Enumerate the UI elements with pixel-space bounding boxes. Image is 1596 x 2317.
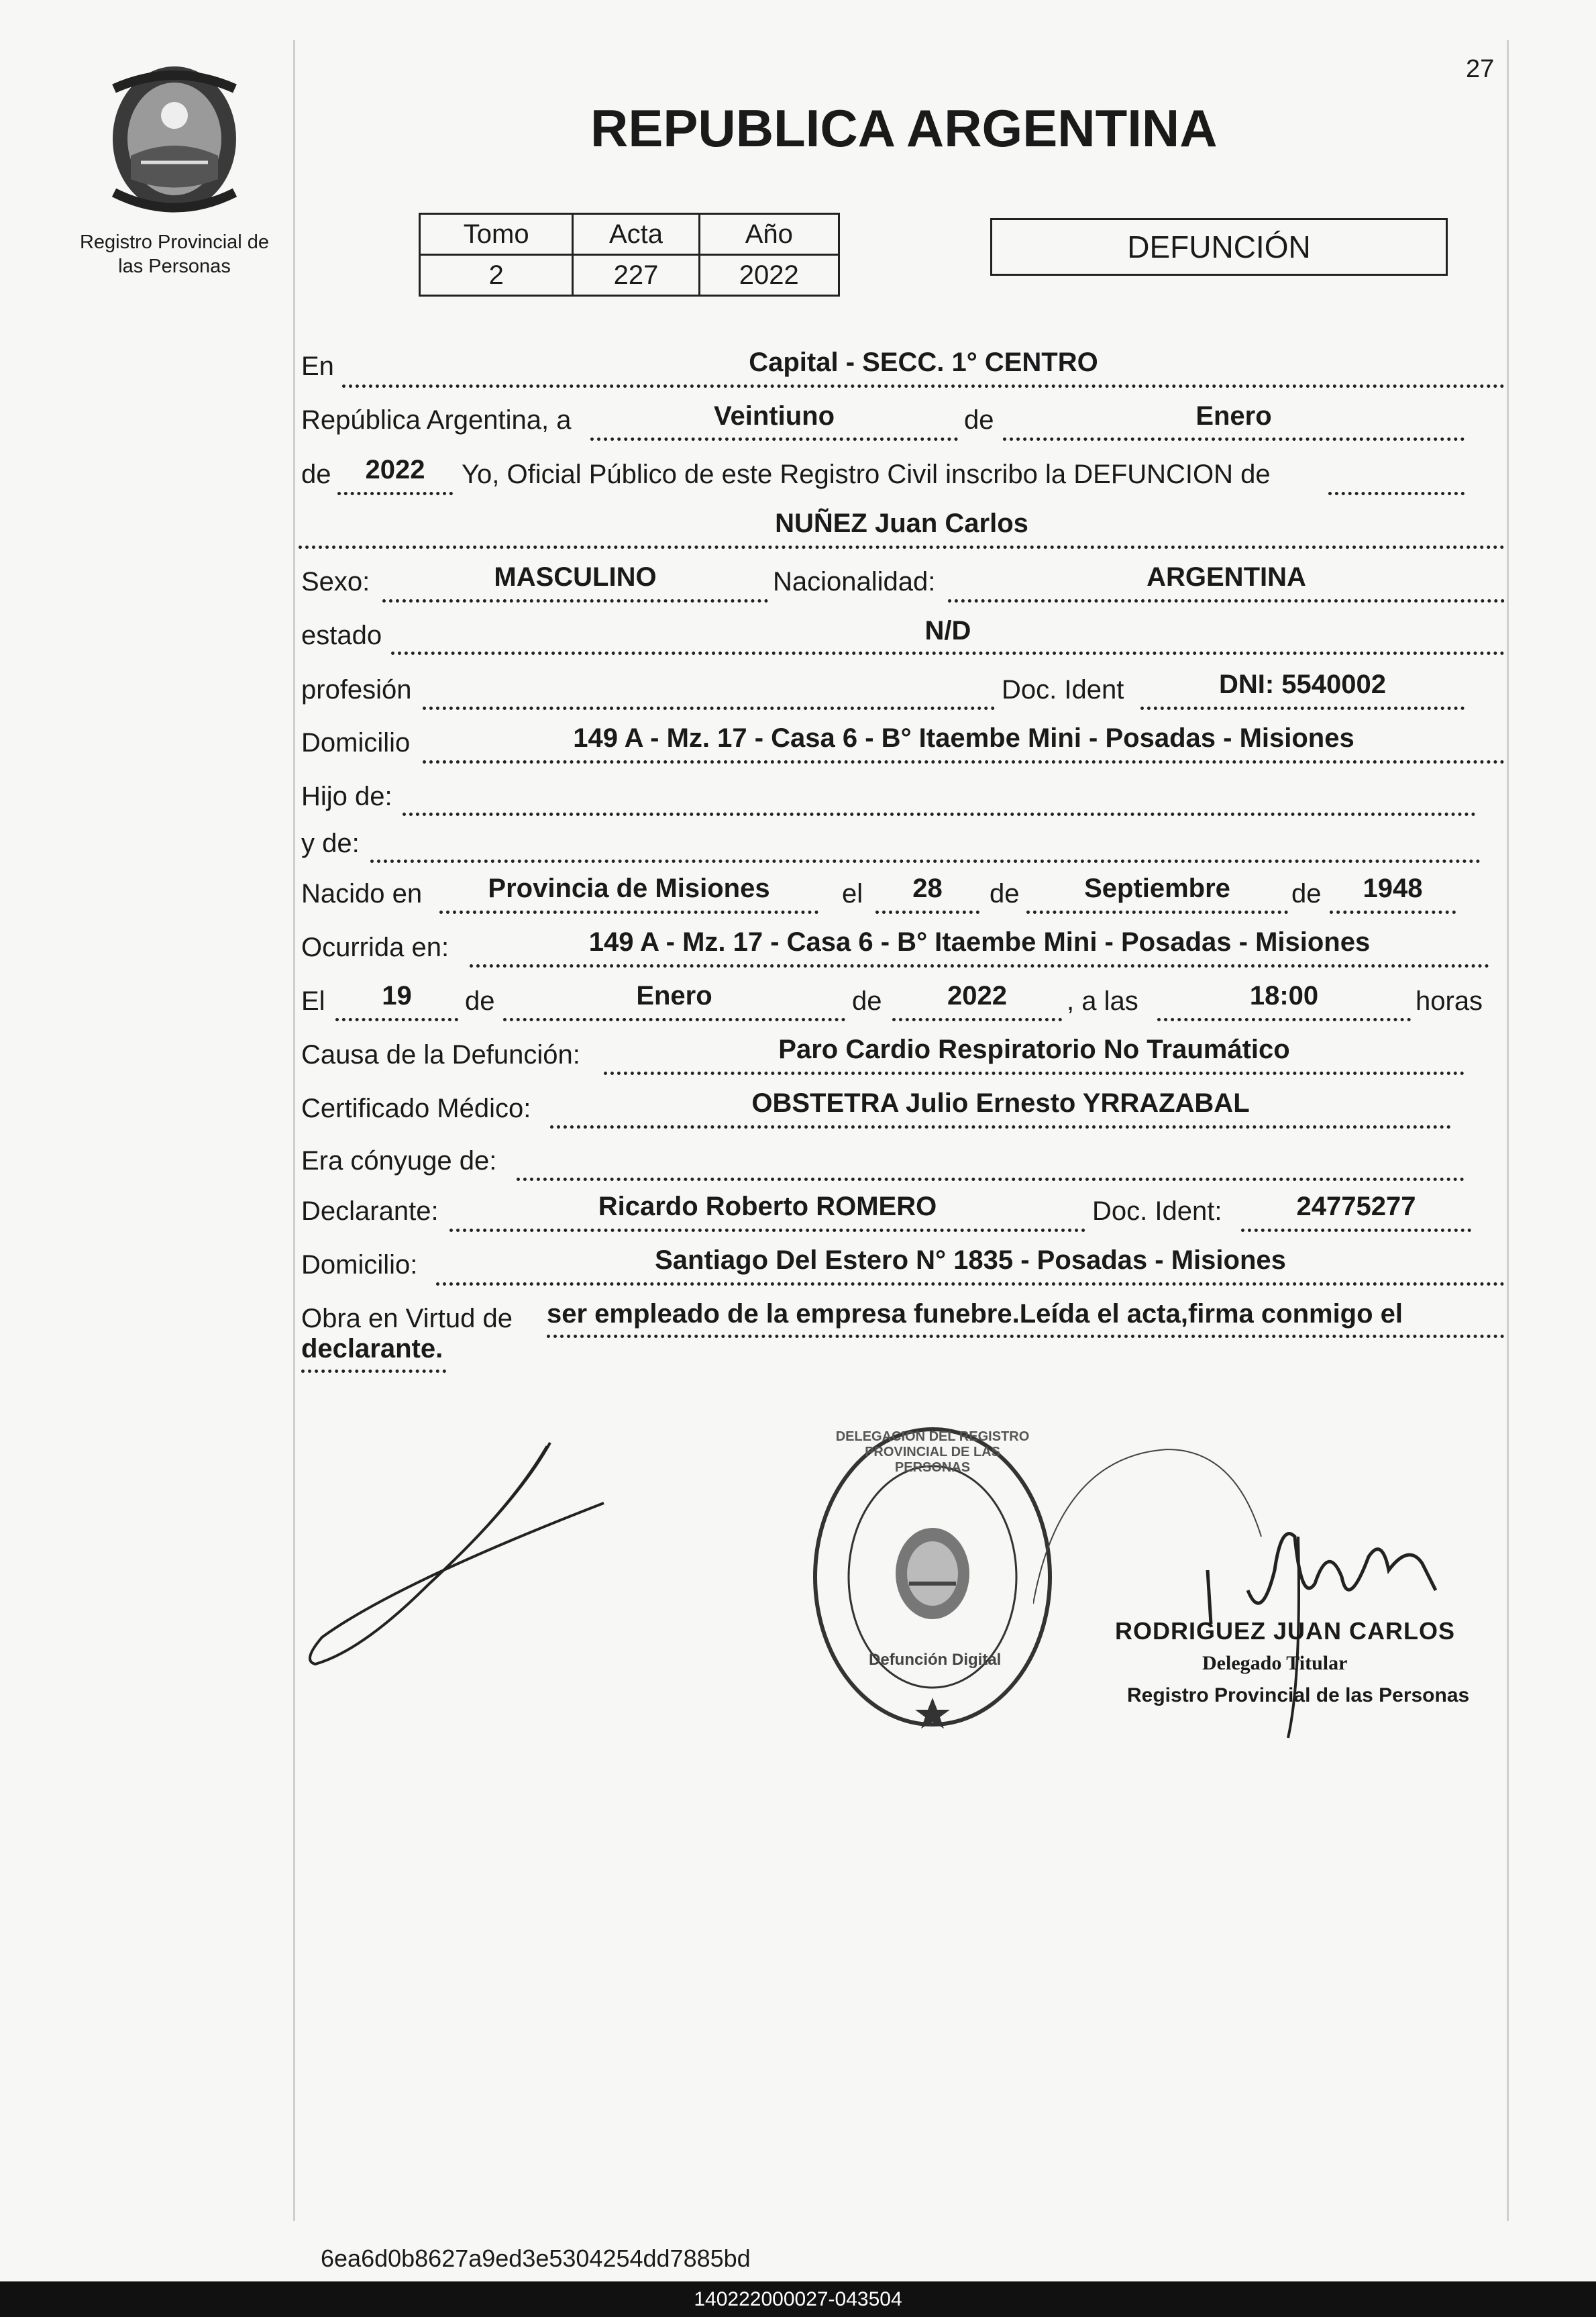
- table-row: [420, 255, 839, 296]
- dotted-line: [370, 859, 1481, 863]
- dotted-line: [604, 1071, 1465, 1075]
- dotted-line: [1241, 1228, 1471, 1232]
- dotted-line: [1330, 910, 1456, 914]
- dotted-line: [547, 1334, 1505, 1338]
- horas-label: horas: [1416, 986, 1483, 1016]
- declarant-signature-icon: [295, 1429, 617, 1678]
- el-label: El: [301, 986, 325, 1016]
- ocurrida-value: 149 A - Mz. 17 - Casa 6 - B° Itaembe Mini - Posadas - Misiones: [588, 927, 1371, 957]
- place-value: Capital - SECC. 1° CENTRO: [749, 348, 1098, 377]
- dotted-line: [948, 599, 1505, 603]
- page-title: REPUBLICA ARGENTINA: [590, 99, 1218, 158]
- dotted-line: [403, 812, 1476, 816]
- de-label: de: [301, 460, 331, 489]
- doc-ident-value: DNI: 5540002: [1218, 670, 1387, 699]
- dotted-line: [550, 1125, 1451, 1129]
- en-label: En: [301, 352, 334, 381]
- dotted-line: [382, 599, 768, 603]
- table-cell-tomo: 2: [420, 255, 573, 296]
- obra-value-line1: ser empleado de la empresa funebre.Leída el acta,firma conmigo el: [547, 1299, 1403, 1329]
- death-month: Enero: [636, 981, 712, 1011]
- record-table: [419, 213, 840, 297]
- nacionalidad-label: Nacionalidad:: [773, 567, 936, 597]
- dotted-line: [335, 1017, 458, 1021]
- record-type: DEFUNCIÓN: [1127, 229, 1311, 264]
- ocurrida-label: Ocurrida en:: [301, 933, 449, 962]
- day-value: Veintiuno: [714, 401, 835, 431]
- hijo-label: Hijo de:: [301, 782, 392, 811]
- table-header-acta: Acta: [573, 214, 699, 255]
- profesion-label: profesión: [301, 675, 412, 705]
- yde-label: y de:: [301, 829, 360, 858]
- dotted-line: [1157, 1017, 1411, 1021]
- estado-value: N/D: [924, 616, 971, 646]
- dotted-line: [470, 964, 1489, 968]
- dotted-line: [503, 1017, 845, 1021]
- domicilio-label: Domicilio: [301, 728, 411, 758]
- year-value: 2022: [365, 455, 425, 484]
- republica-label: República Argentina, a: [301, 405, 572, 435]
- sexo-value: MASCULINO: [494, 562, 657, 592]
- dotted-line: [423, 706, 995, 710]
- certificado-value: OBSTETRA Julio Ernesto YRRAZABAL: [751, 1088, 1250, 1118]
- dotted-line: [590, 437, 958, 441]
- estado-label: estado: [301, 621, 382, 650]
- signatory-name: RODRIGUEZ JUAN CARLOS: [1115, 1617, 1456, 1645]
- death-day: 19: [382, 981, 412, 1011]
- dotted-line: [1140, 706, 1465, 710]
- signatory-title: Delegado Titular: [1202, 1652, 1348, 1674]
- declarante-domicilio-value: Santiago Del Estero N° 1835 - Posadas - Misiones: [655, 1245, 1286, 1275]
- table-cell-acta: 227: [573, 255, 699, 296]
- death-time: 18:00: [1249, 981, 1319, 1011]
- dotted-line: [517, 1177, 1465, 1181]
- seal-inner-text: Defunción Digital: [869, 1651, 1002, 1669]
- dotted-line: [299, 545, 1505, 549]
- signatory-office: Registro Provincial de las Personas: [1127, 1684, 1470, 1706]
- doc-ident-label: Doc. Ident:: [1092, 1196, 1222, 1226]
- death-year: 2022: [947, 981, 1007, 1011]
- right-margin-line: [1507, 40, 1509, 2221]
- page-number: 27: [1466, 55, 1495, 83]
- dotted-line: [1026, 910, 1288, 914]
- nacionalidad-value: ARGENTINA: [1147, 562, 1306, 592]
- declarante-value: Ricardo Roberto ROMERO: [598, 1192, 937, 1221]
- dotted-line: [423, 760, 1505, 764]
- dotted-line: [391, 651, 1505, 655]
- obra-label: Obra en Virtud de: [301, 1304, 513, 1333]
- dotted-line: [875, 910, 979, 914]
- dotted-line: [436, 1282, 1505, 1286]
- domicilio-label: Domicilio:: [301, 1250, 418, 1280]
- dotted-line: [449, 1228, 1085, 1232]
- left-margin-line: [293, 40, 295, 2221]
- declarante-label: Declarante:: [301, 1196, 439, 1226]
- dotted-line: [337, 491, 453, 495]
- domicilio-value: 149 A - Mz. 17 - Casa 6 - B° Itaembe Mini - Posadas - Misiones: [573, 723, 1354, 753]
- dotted-line: [439, 910, 818, 914]
- de-label: de: [1291, 879, 1322, 909]
- registry-caption-line1: Registro Provincial de: [79, 231, 270, 253]
- dotted-line: [892, 1017, 1062, 1021]
- de-label: de: [964, 405, 994, 435]
- table-header-tomo: Tomo: [420, 214, 573, 255]
- table-cell-anio: 2022: [699, 255, 839, 296]
- seal-text: PROVINCIA DE MISIONES: [125, 221, 224, 231]
- obra-value-line2: declarante.: [301, 1334, 443, 1363]
- nacido-label: Nacido en: [301, 879, 423, 909]
- misiones-seal-icon: [101, 62, 248, 219]
- dotted-line: [342, 384, 1505, 388]
- declarante-doc-value: 24775277: [1296, 1192, 1416, 1221]
- dotted-line: [301, 1369, 446, 1373]
- de-label: de: [852, 986, 882, 1016]
- causa-value: Paro Cardio Respiratorio No Traumático: [778, 1035, 1290, 1064]
- footer-code: 140222000027-043504: [694, 2287, 902, 2310]
- document-hash: 6ea6d0b8627a9ed3e5304254dd7885bd: [321, 2245, 751, 2272]
- el-label: el: [842, 879, 863, 909]
- de-label: de: [465, 986, 495, 1016]
- record-type-box: [990, 218, 1448, 276]
- statement-text: Yo, Oficial Público de este Registro Civil inscribo la DEFUNCION de: [462, 460, 1271, 489]
- dotted-line: [1003, 437, 1465, 441]
- birth-year: 1948: [1363, 874, 1423, 903]
- conyuge-label: Era cónyuge de:: [301, 1146, 497, 1176]
- de-label: de: [990, 879, 1020, 909]
- certificado-label: Certificado Médico:: [301, 1094, 531, 1123]
- alas-label: , a las: [1067, 986, 1138, 1016]
- causa-label: Causa de la Defunción:: [301, 1040, 580, 1070]
- sexo-label: Sexo:: [301, 567, 370, 597]
- deceased-name: NUÑEZ Juan Carlos: [775, 509, 1028, 538]
- footer-bar: [0, 2281, 1596, 2317]
- birth-place: Provincia de Misiones: [488, 874, 770, 903]
- seal-ring-text: DELEGACION DEL REGISTRO PROVINCIAL DE LAS PERSONAS: [835, 1429, 1030, 1475]
- table-row: [420, 214, 839, 255]
- birth-day: 28: [912, 874, 943, 903]
- doc-ident-label: Doc. Ident: [1002, 675, 1124, 705]
- month-value: Enero: [1195, 401, 1272, 431]
- dotted-line: [1328, 491, 1465, 495]
- table-header-anio: Año: [699, 214, 839, 255]
- registry-caption-line2: las Personas: [118, 256, 231, 277]
- birth-month: Septiembre: [1084, 874, 1230, 903]
